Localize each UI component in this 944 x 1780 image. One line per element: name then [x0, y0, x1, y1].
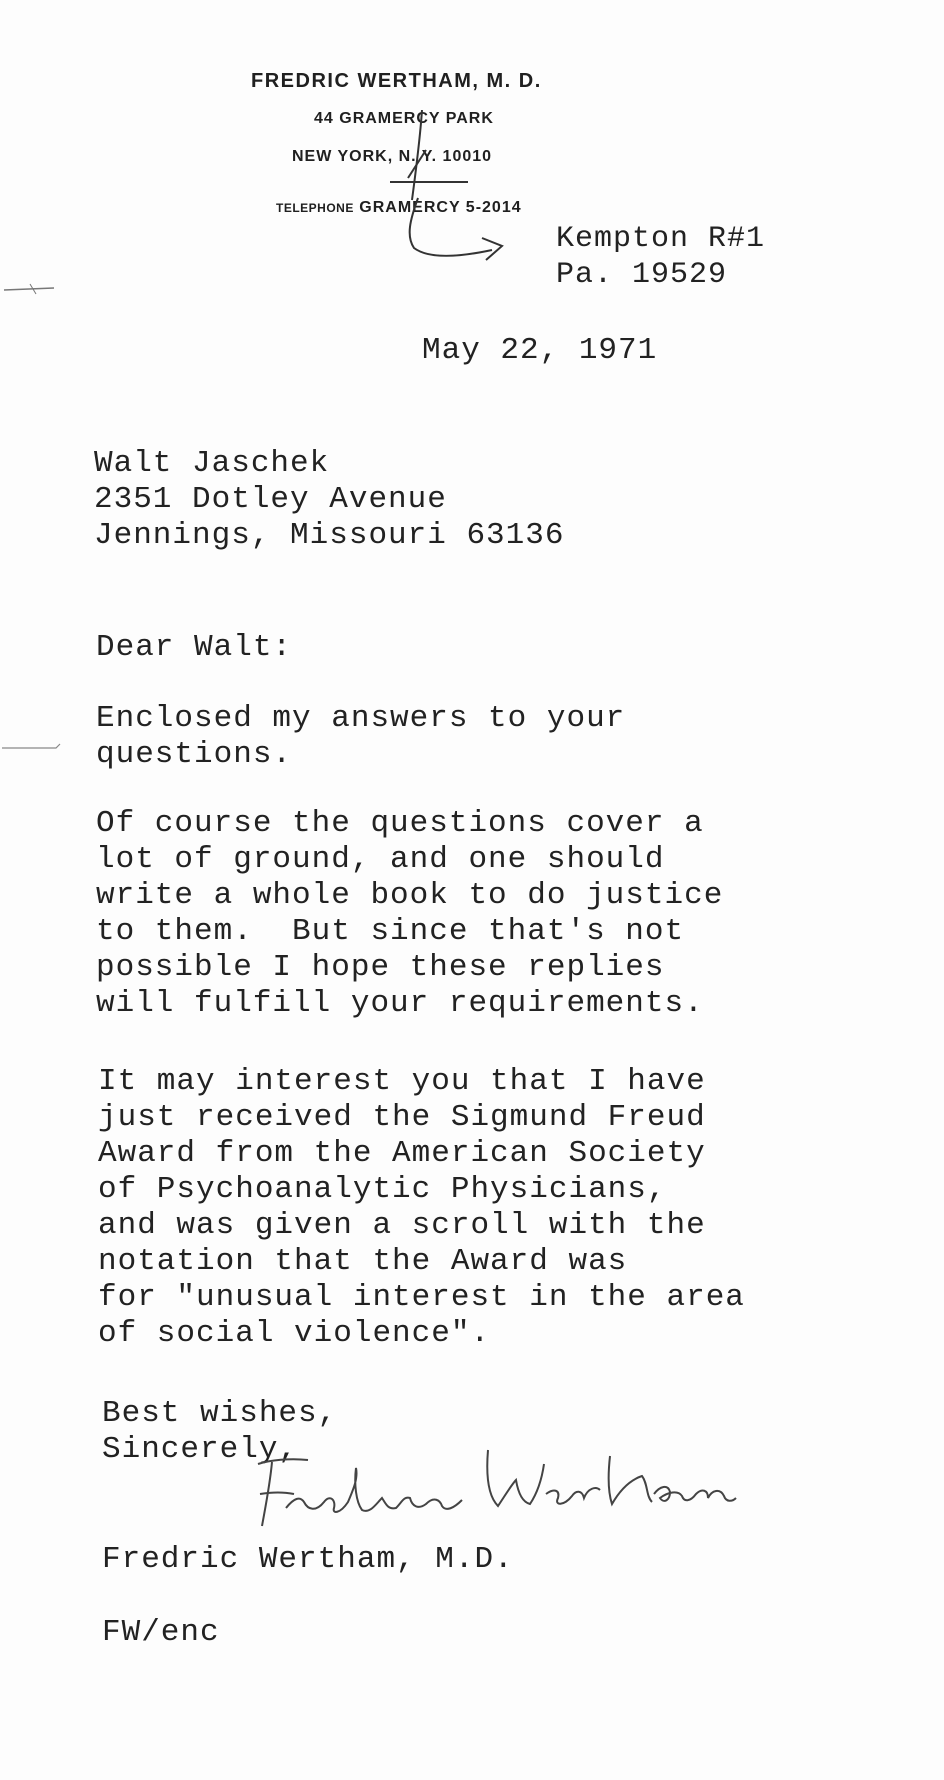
handwritten-redirect-arrow-icon — [380, 110, 530, 270]
closing-line2: Sincerely, — [102, 1432, 299, 1467]
body-paragraph-1: Enclosed my answers to your questions. — [96, 701, 626, 772]
handwritten-signature — [250, 1444, 740, 1534]
handwritten-new-address — [556, 221, 765, 293]
enclosure-line: FW/enc — [102, 1615, 220, 1650]
recipient-city: Jennings, Missouri 63136 — [94, 518, 565, 553]
letterhead-name: FREDRIC WERTHAM, M. D. — [251, 70, 542, 92]
recipient-street: 2351 Dotley Avenue — [94, 482, 447, 517]
new-address-line2: Pa. 19529 — [556, 258, 728, 292]
letterhead-phone-number: GRAMERCY 5-2014 — [359, 199, 522, 216]
scan-artifact-mark — [0, 280, 60, 300]
body-paragraph-3: It may interest you that I have just received the Sigmund Freud Award from the American Society of Psychoanalytic Physicians, and was given a scroll with the notation that the Award was for "unusual interest in the area of social violence". — [98, 1064, 745, 1351]
new-address-line1: Kempton R#1 — [556, 222, 766, 256]
letterhead-address-line2: NEW YORK, N. Y. 10010 — [292, 148, 493, 165]
scan-artifact-line — [0, 740, 64, 754]
body-paragraph-2: Of course the questions cover a lot of ground, and one should write a whole book to do justice to them. But since that's not possible I hope these replies will fulfill your requirements. — [96, 806, 724, 1021]
closing-line1: Best wishes, — [102, 1396, 338, 1431]
letter-date: May 22, 1971 — [422, 333, 658, 368]
letterhead-address-line1: 44 GRAMERCY PARK — [314, 110, 494, 127]
recipient-address — [94, 446, 564, 554]
signed-name: Fredric Wertham, M.D. — [102, 1542, 514, 1577]
letterhead-phone-label: TELEPHONE — [276, 201, 354, 215]
recipient-name: Walt Jaschek — [94, 446, 330, 481]
salutation: Dear Walt: — [96, 630, 293, 665]
